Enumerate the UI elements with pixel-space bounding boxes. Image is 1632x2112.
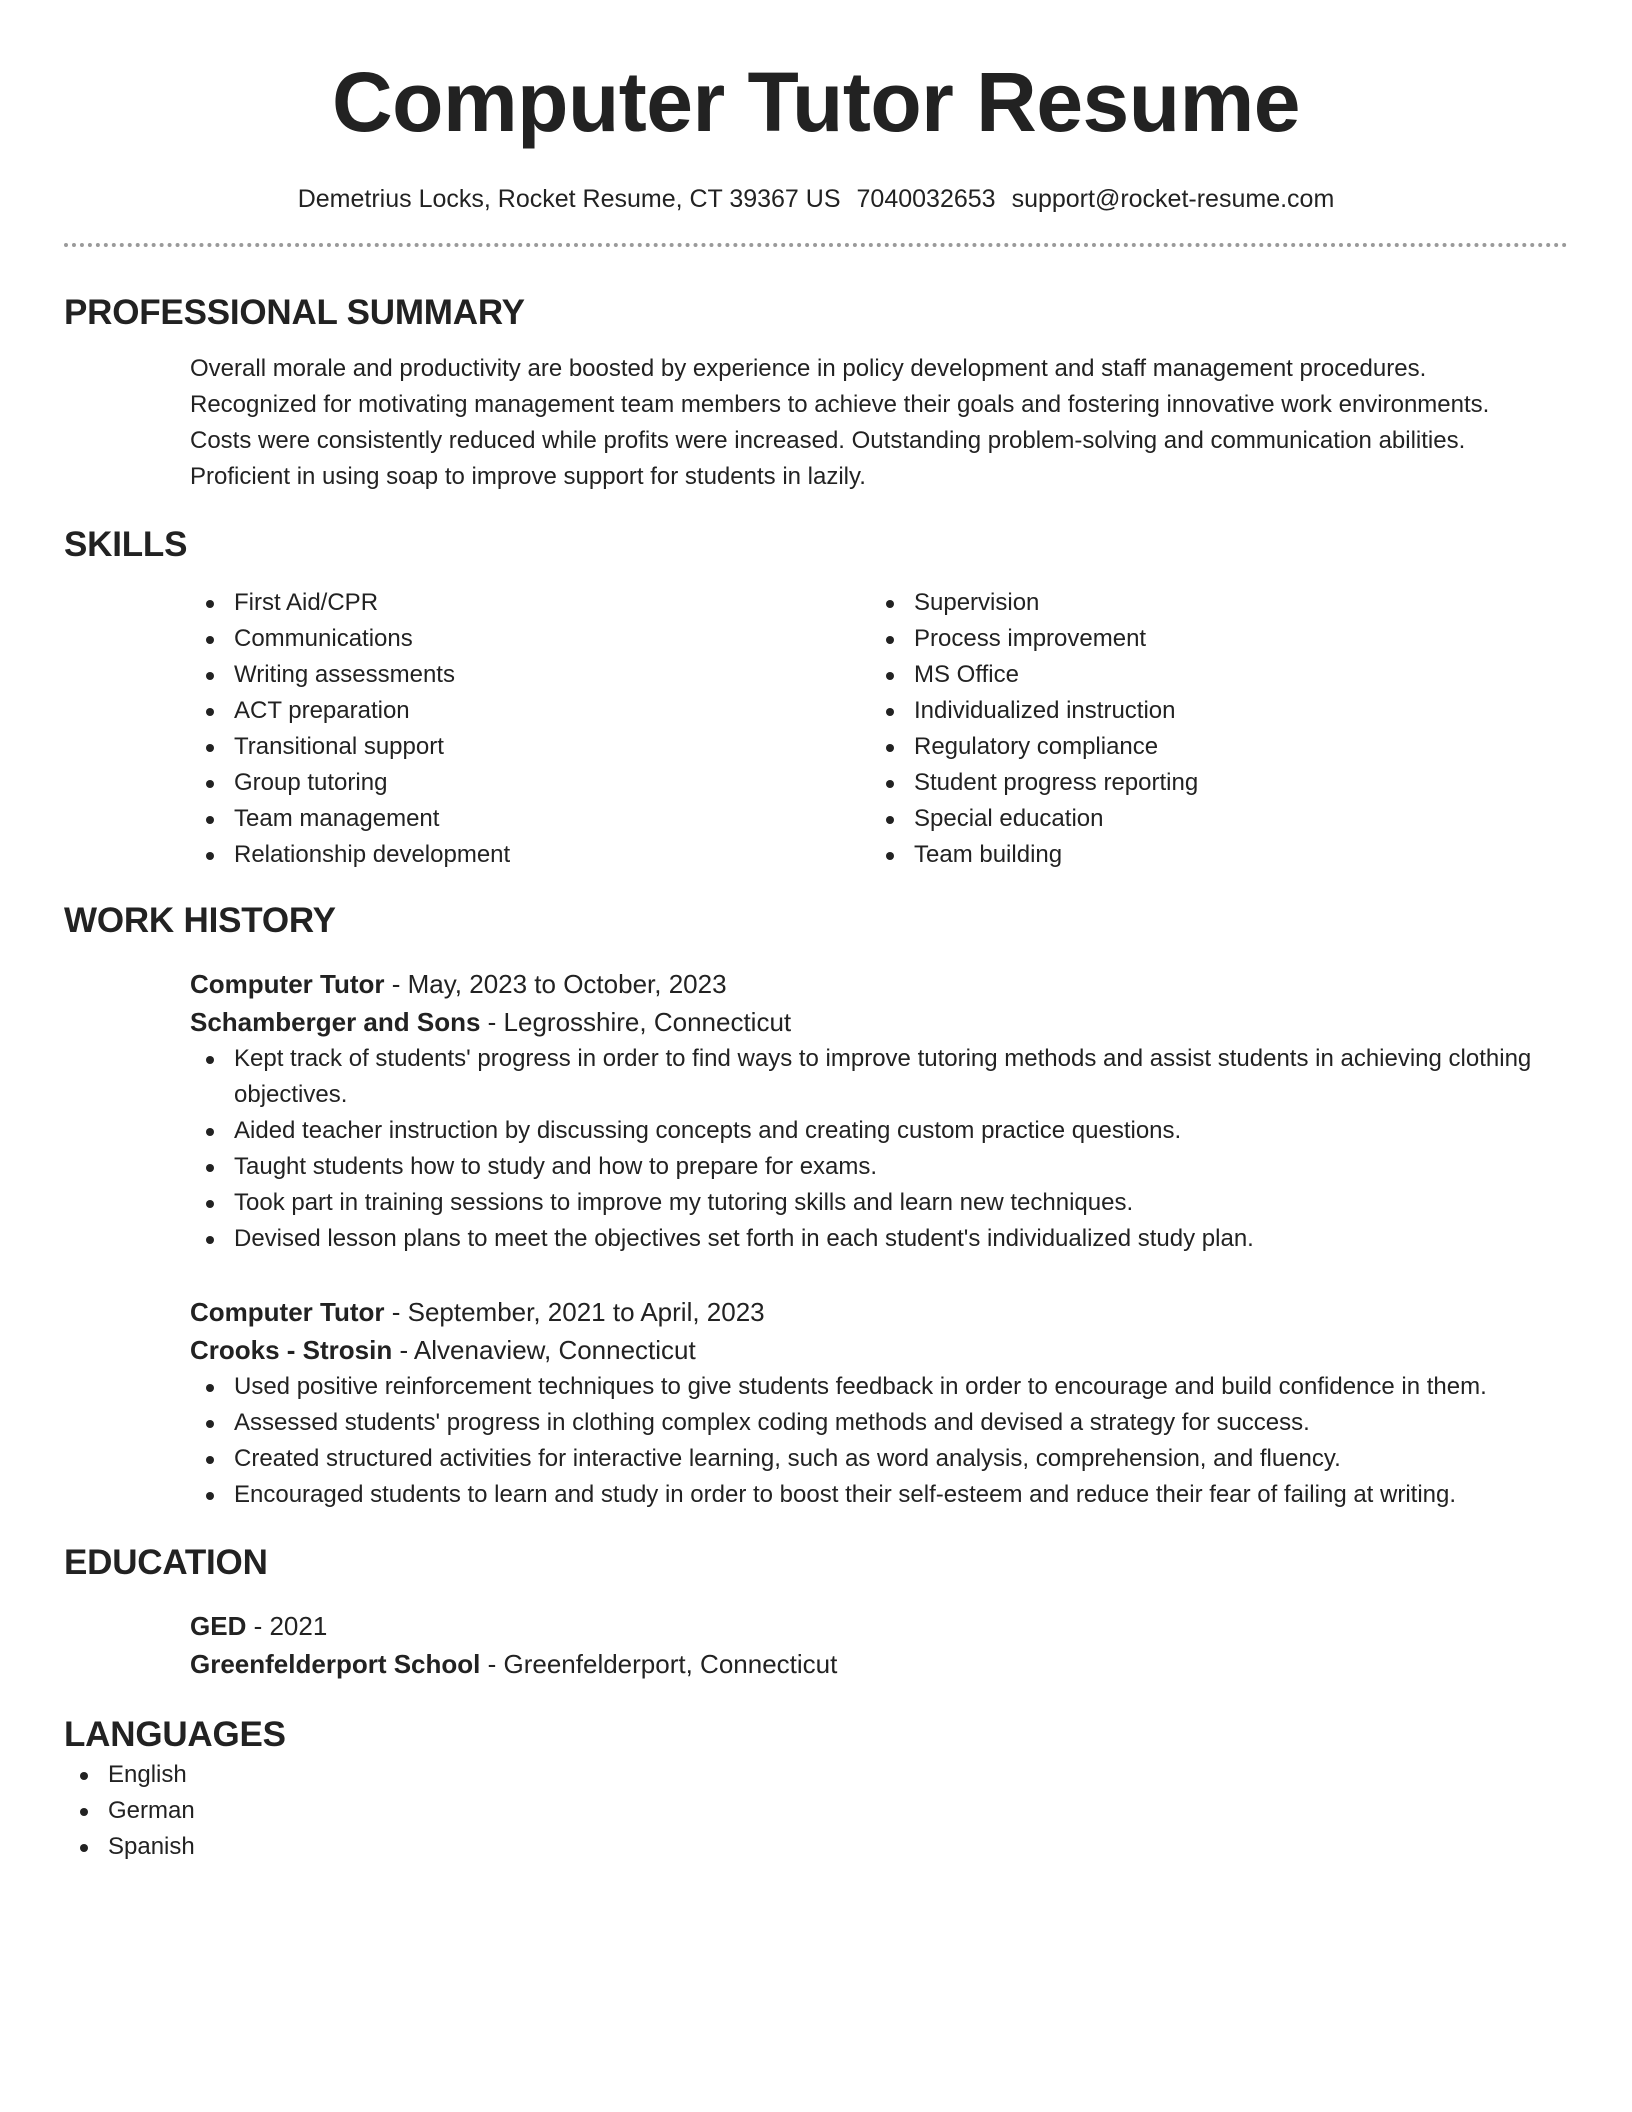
language-item (64, 1829, 1568, 1865)
job-title: Computer Tutor (190, 969, 385, 999)
skill-label: Student progress reporting (914, 769, 1199, 796)
bullet-dot (886, 636, 894, 644)
skill-item (190, 693, 870, 729)
language-item (64, 1757, 1568, 1793)
summary-line: Costs were consistently reduced while profits were increased. Outstanding problem-solving and communication abilities. (190, 427, 1466, 454)
job-duty-text: Used positive reinforcement techniques to give students feedback in order to encourage and build confidence in them. (234, 1373, 1487, 1400)
bullet-dot (206, 1492, 214, 1500)
skill-item (190, 657, 870, 693)
skill-label: Communications (234, 625, 413, 652)
language-label: Spanish (108, 1833, 195, 1860)
bullet-dot (206, 1236, 214, 1244)
bullet-dot (206, 1384, 214, 1392)
skill-item (870, 765, 1470, 801)
skill-label: First Aid/CPR (234, 589, 379, 616)
summary-text (190, 351, 1568, 495)
job-entry (190, 965, 1568, 1257)
skill-item (870, 693, 1470, 729)
job-dates: - May, 2023 to October, 2023 (384, 969, 727, 999)
skill-label: Regulatory compliance (914, 733, 1159, 760)
job-duty-text: Encouraged students to learn and study in order to boost their self-esteem and reduce their fear of failing at writing. (234, 1481, 1457, 1508)
bullet-dot (886, 672, 894, 680)
job-duty-text: Took part in training sessions to improve my tutoring skills and learn new techniques. (234, 1189, 1134, 1216)
job-duty (190, 1113, 1568, 1149)
job-duty (190, 1369, 1568, 1405)
bullet-dot (206, 708, 214, 716)
resume-title: Computer Tutor Resume (331, 55, 1300, 149)
degree: GED (190, 1611, 247, 1641)
job-duty-text: Kept track of students' progress in order to find ways to improve tutoring methods and assist students in achieving clothing objectives. (234, 1045, 1532, 1108)
bullet-dot (206, 744, 214, 752)
job-company-line (190, 1331, 1568, 1369)
bullet-dot (886, 600, 894, 608)
bullet-dot (206, 1456, 214, 1464)
bullet-dot (80, 1772, 88, 1780)
skill-item (190, 765, 870, 801)
bullet-dot (206, 600, 214, 608)
school-location: - Greenfelderport, Connecticut (480, 1649, 838, 1679)
education-heading: EDUCATION (64, 1543, 268, 1582)
degree-year: - 2021 (246, 1611, 328, 1641)
job-duty (190, 1405, 1568, 1441)
skill-item (870, 621, 1470, 657)
bullet-dot (886, 744, 894, 752)
skills-heading: SKILLS (64, 525, 188, 564)
job-entry (190, 1293, 1568, 1513)
bullet-dot (206, 1128, 214, 1136)
job-company: Crooks - Strosin (190, 1335, 393, 1365)
language-item (64, 1793, 1568, 1829)
languages-list (64, 1757, 1568, 1865)
summary-heading: PROFESSIONAL SUMMARY (64, 293, 525, 332)
summary-line: Overall morale and productivity are boosted by experience in policy development and staff management procedures. (190, 355, 1427, 382)
bullet-dot (206, 1164, 214, 1172)
job-duties-list (190, 1041, 1568, 1257)
contact-email: support@rocket-resume.com (1011, 185, 1335, 213)
skill-label: MS Office (914, 661, 1019, 688)
bullet-dot (206, 816, 214, 824)
bullet-dot (206, 1056, 214, 1064)
skill-item (870, 657, 1470, 693)
skill-label: Transitional support (234, 733, 444, 760)
summary-line: Proficient in using soap to improve support for students in lazily. (190, 463, 866, 490)
header-divider (64, 243, 1568, 247)
bullet-dot (80, 1844, 88, 1852)
bullet-dot (206, 636, 214, 644)
bullet-dot (206, 780, 214, 788)
education-entry (190, 1607, 1568, 1683)
skill-label: Relationship development (234, 841, 511, 868)
job-title-line (190, 965, 1568, 1003)
job-dates: - September, 2021 to April, 2023 (384, 1297, 765, 1327)
school-name: Greenfelderport School (190, 1649, 481, 1679)
skill-item (870, 837, 1470, 873)
job-duty (190, 1041, 1568, 1113)
skill-item (190, 801, 870, 837)
skill-label: Special education (914, 805, 1104, 832)
job-location: - Legrosshire, Connecticut (480, 1007, 792, 1037)
skills-list-right (870, 585, 1470, 873)
skill-item (870, 585, 1470, 621)
skill-item (190, 585, 870, 621)
skill-item (190, 729, 870, 765)
skill-label: Supervision (914, 589, 1040, 616)
resume-page (64, 0, 1568, 1865)
contact-address: Demetrius Locks, Rocket Resume, CT 39367 US (297, 185, 841, 213)
skill-label: Team management (234, 805, 440, 832)
job-duties-list (190, 1369, 1568, 1513)
job-title: Computer Tutor (190, 1297, 385, 1327)
job-duty (190, 1185, 1568, 1221)
summary-line: Recognized for motivating management team members to achieve their goals and fostering innovative work environments. (190, 391, 1490, 418)
bullet-dot (206, 672, 214, 680)
bullet-dot (80, 1808, 88, 1816)
job-company-line (190, 1003, 1568, 1041)
job-duty-text: Assessed students' progress in clothing complex coding methods and devised a strategy for success. (234, 1409, 1310, 1436)
contact-phone: 7040032653 (856, 185, 996, 213)
work-history-heading: WORK HISTORY (64, 901, 336, 940)
skills-grid (190, 585, 1568, 873)
skill-item (190, 837, 870, 873)
bullet-dot (206, 1420, 214, 1428)
bullet-dot (206, 852, 214, 860)
skill-label: Individualized instruction (914, 697, 1176, 724)
job-duty (190, 1221, 1568, 1257)
language-label: English (108, 1761, 187, 1788)
bullet-dot (206, 1200, 214, 1208)
skills-list-left (190, 585, 870, 873)
bullet-dot (886, 708, 894, 716)
skill-label: ACT preparation (234, 697, 410, 724)
skill-label: Team building (914, 841, 1063, 868)
job-title-line (190, 1293, 1568, 1331)
contact-line (64, 182, 1568, 216)
degree-line (190, 1607, 1568, 1645)
school-line (190, 1645, 1568, 1683)
job-company: Schamberger and Sons (190, 1007, 481, 1037)
skill-label: Process improvement (914, 625, 1147, 652)
languages-heading: LANGUAGES (64, 1715, 286, 1754)
skill-item (190, 621, 870, 657)
job-duty-text: Aided teacher instruction by discussing concepts and creating custom practice questions. (234, 1117, 1182, 1144)
skill-label: Group tutoring (234, 769, 388, 796)
job-location: - Alvenaview, Connecticut (392, 1335, 696, 1365)
job-duty-text: Devised lesson plans to meet the objectives set forth in each student's individualized study plan. (234, 1225, 1254, 1252)
job-duty-text: Created structured activities for interactive learning, such as word analysis, comprehension, and fluency. (234, 1445, 1341, 1472)
job-duty (190, 1441, 1568, 1477)
job-duty (190, 1477, 1568, 1513)
skill-item (870, 801, 1470, 837)
job-duty-text: Taught students how to study and how to prepare for exams. (234, 1153, 878, 1180)
language-label: German (108, 1797, 195, 1824)
bullet-dot (886, 780, 894, 788)
bullet-dot (886, 816, 894, 824)
bullet-dot (886, 852, 894, 860)
job-duty (190, 1149, 1568, 1185)
skill-label: Writing assessments (234, 661, 455, 688)
skill-item (870, 729, 1470, 765)
